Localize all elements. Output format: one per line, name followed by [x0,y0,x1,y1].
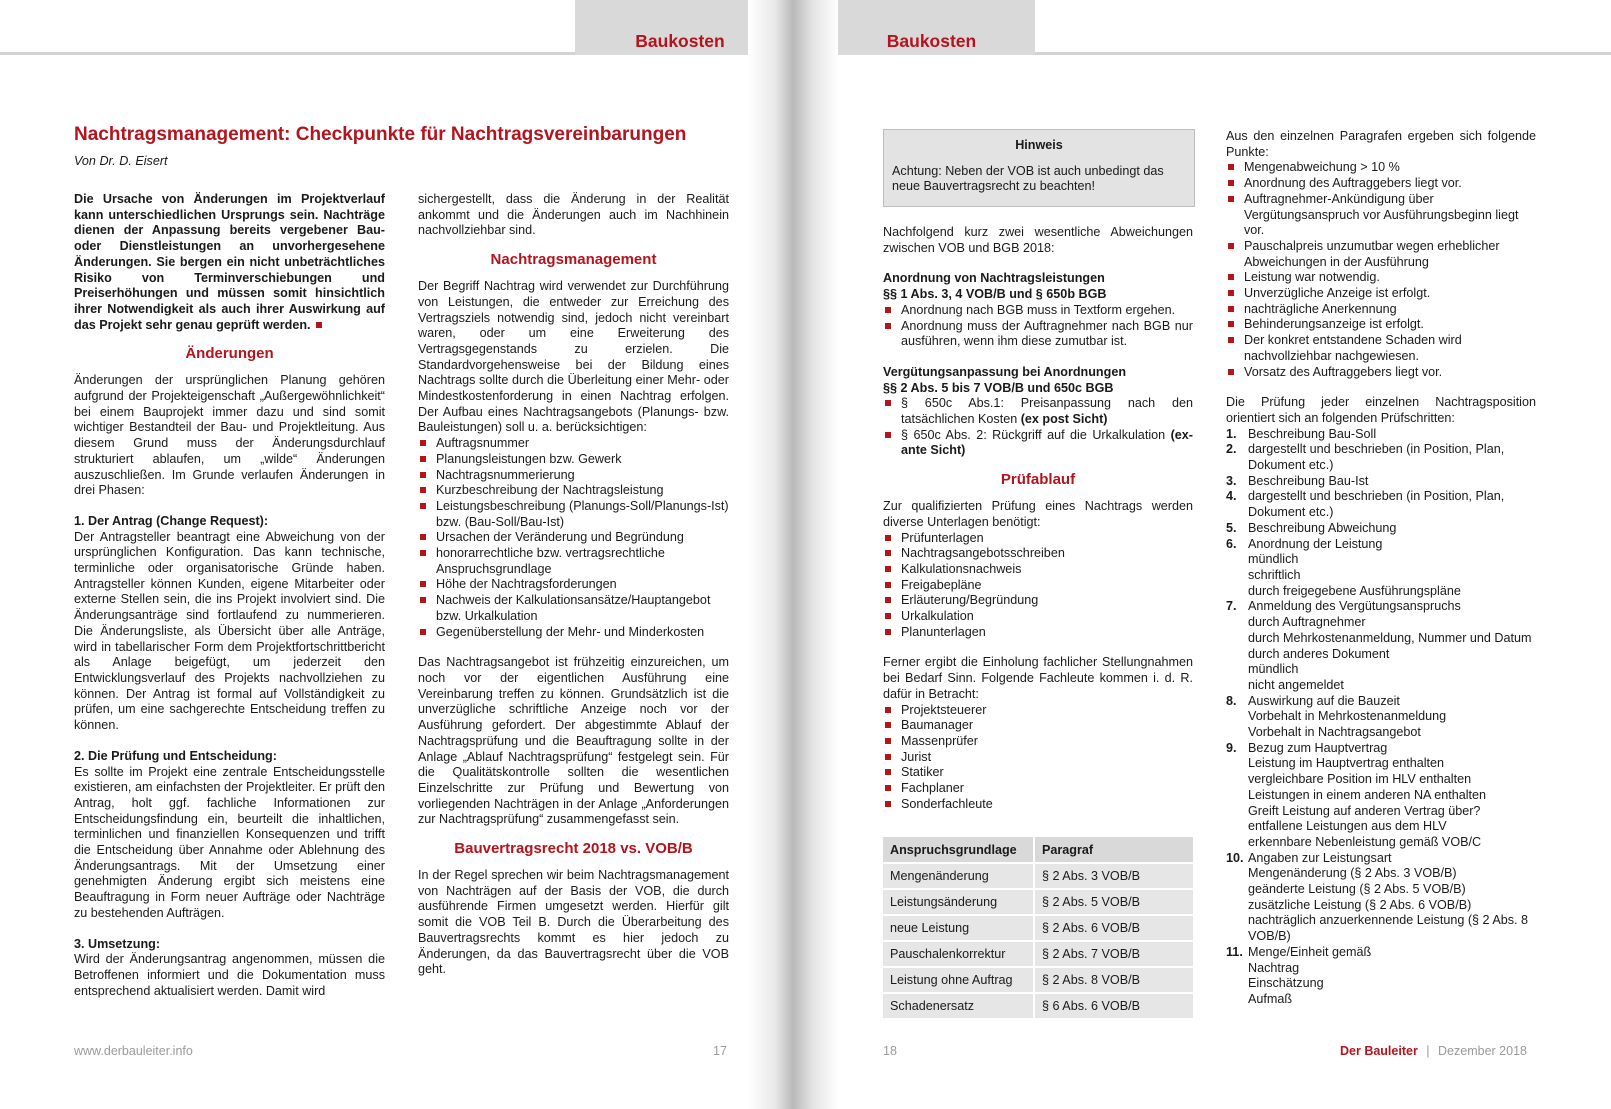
table-header: Anspruchsgrundlage [883,837,1034,863]
list-item: Jurist [883,750,1193,766]
right-column-2 [1226,129,1536,1008]
step-number: 3. [1226,473,1237,488]
step-item [1226,851,1536,945]
list-item: Massenprüfer [883,734,1193,750]
step-subitem: nachträglich anzuerkennende Leistung (§ 2 Abs. 8 VOB/B) [1248,913,1529,944]
table-cell: Mengenänderung [883,863,1034,889]
table-cell: § 2 Abs. 6 VOB/B [1034,915,1193,941]
left-column-1 [74,192,385,999]
step-item [1226,945,1536,1008]
table-cell: Leistung ohne Auftrag [883,967,1034,993]
step-item [1226,694,1536,741]
list-item: Erläuterung/Begründung [883,593,1193,609]
order-paragraphs: §§ 1 Abs. 3, 4 VOB/B und § 650b BGB [883,287,1107,302]
step-number: 2. [1226,442,1237,457]
step-subitem: Greift Leistung auf anderen Vertrag über? [1248,803,1481,818]
list-item: Pauschalpreis unzumutbar wegen erheblicher Abweichungen in der Ausführung [1226,239,1536,270]
table-row [883,993,1193,1018]
pay-item-bold: (ex post Sicht) [1020,412,1108,427]
pay-list [883,396,1193,459]
list-item: Statiker [883,765,1193,781]
pay-paragraphs: §§ 2 Abs. 5 bis 7 VOB/B und 650c BGB [883,380,1114,395]
step-subitem: durch anderes Dokument [1248,646,1390,661]
step-item [1226,741,1536,851]
check-text: Zur qualifizierten Prüfung eines Nachtrags werden diverse Unterlagen benötigt: [883,499,1193,529]
step-subitem: Vorbehalt in Nachtragsangebot [1248,725,1421,740]
step-item [1226,442,1536,473]
list-item: Projektsteuerer [883,703,1193,719]
page-number-right: 18 [883,1044,897,1058]
step-number: 11. [1226,944,1243,959]
step-subitem: Nachtrag [1248,960,1300,975]
experts-list [883,703,1193,813]
list-item: Mengenabweichung > 10 % [1226,160,1536,176]
end-mark [316,322,322,328]
step2-text: Es sollte im Projekt eine zentrale Entscheidungsstelle existieren, am einfachsten der Projektleiter. Er prüft den Antrag, holt ggf. fachliche Informationen zur Entscheidungsfindung ein, beurteilt die inhaltlichen, terminlichen und finanziellen Konsequenzen und trifft die Entscheidung über Annahme oder Ablehnung des Änderungsantrags. Mit der Umsetzung einer genehmigten Änderung ergibt sich meistens eine Beauftragung in Form neuer Aufträge oder Nachträge zu bestehenden Aufträgen. [74,764,385,920]
step-text: Menge/Einheit gemäß [1248,944,1372,959]
step-subitem: Mengenänderung (§ 2 Abs. 3 VOB/B) [1248,866,1457,881]
table-header-row [883,837,1193,863]
step-subitem: Aufmaß [1248,991,1293,1006]
step3-title: 3. Umsetzung: [74,936,161,951]
step-text: dargestellt und beschrieben (in Position, Plan, Dokument etc.) [1248,442,1505,473]
list-item: Planungsleistungen bzw. Gewerk [418,452,729,468]
step-subitem: durch freigegebene Ausführungspläne [1248,583,1461,598]
list-item: Fachplaner [883,781,1193,797]
list-item: Auftragsnummer [418,436,729,452]
step-item [1226,474,1536,490]
step-subitem: durch Auftragnehmer [1248,615,1366,630]
list-item: honorarrechtliche bzw. vertragsrechtliche Anspruchsgrundlage [418,546,729,577]
footer-url: www.derbauleiter.info [74,1044,193,1058]
hint-title: Hinweis [1015,138,1063,152]
list-item: Vorsatz des Auftraggebers liegt vor. [1226,365,1536,381]
step-number: 4. [1226,489,1237,504]
step-number: 6. [1226,536,1237,551]
step-subitem: Leistungen in einem anderen NA enthalten [1248,787,1487,802]
list-item: Kurzbeschreibung der Nachtragsleistung [418,483,729,499]
step-item [1226,521,1536,537]
points-intro: Aus den einzelnen Paragrafen ergeben sich folgende Punkte: [1226,129,1536,159]
table-cell: § 2 Abs. 5 VOB/B [1034,889,1193,915]
step-text: Anordnung der Leistung [1248,536,1383,551]
step-text: Anmeldung des Vergütungsanspruchs [1248,599,1461,614]
list-item: Kalkulationsnachweis [883,562,1193,578]
intro-text: Die Ursache von Änderungen im Projektverlauf kann unterschiedlichen Ursprungs sein. Nachträge dienen der Anpassung bereits vergebener Bau- oder Dienstleistungen an unvorhergesehene Änderungen. Sie bergen ein nicht unbeträchtliches Risiko von Terminverschiebungen und Preiserhöhungen und müssen somit hinsichtlich ihrer Notwendigkeit als auch ihrer Auswirkung auf das Projekt sehr genau geprüft werden. [74,192,385,332]
step-item [1226,599,1536,693]
list-item: Unverzügliche Anzeige ist erfolgt. [1226,286,1536,302]
step3-text: Wird der Änderungsantrag angenommen, müssen die Betroffenen informiert und die Dokumentation muss entsprechend aktualisiert werden. Damit wird [74,952,385,998]
step-text: Auswirkung auf die Bauzeit [1248,693,1400,708]
list-item: Behinderungsanzeige ist erfolgt. [1226,317,1536,333]
footer-date: Dezember 2018 [1438,1044,1527,1058]
step-subitem: entfallene Leistungen aus dem HLV [1248,819,1447,834]
list-item: nachträgliche Anerkennung [1226,302,1536,318]
step1-title: 1. Der Antrag (Change Request): [74,513,269,528]
step-subitem: Vorbehalt in Mehrkostenanmeldung [1248,709,1447,724]
steps-intro: Die Prüfung jeder einzelnen Nachtragsposition orientiert sich an folgenden Prüfschritten: [1226,395,1536,425]
table-cell: Leistungsänderung [883,889,1034,915]
list-item: Urkalkulation [883,609,1193,625]
list-item [883,428,1193,459]
list-item: Anordnung muss der Auftragnehmer nach BGB nur ausführen, wenn ihm diese zumutbar ist. [883,319,1193,350]
article-title: Nachtragsmanagement: Checkpunkte für Nachtragsvereinbarungen [74,124,687,145]
table-cell: § 2 Abs. 7 VOB/B [1034,941,1193,967]
table-cell: Pauschalenkorrektur [883,941,1034,967]
step-text: dargestellt und beschrieben (in Position, Plan, Dokument etc.) [1248,489,1505,520]
table-header: Paragraf [1034,837,1193,863]
law-text: In der Regel sprechen wir beim Nachtragsmanagement von Nachträgen auf der Basis der VOB, die durch ausführende Firmen umgesetzt werden. Hierfür gilt somit die VOB Teil B. Durch die Überarbeitung des Bauvertragsrechts kommt es hier jedoch zu Änderungen, da das Bauvertragsrecht über die VOB geht. [418,868,729,977]
table-cell: Schadenersatz [883,993,1034,1018]
header-tab-label: Baukosten [635,31,725,51]
documents-list [883,531,1193,641]
heading-changes: Änderungen [185,345,274,363]
list-item: Auftragnehmer-Ankündigung über Vergütungsanspruch vor Ausführungsbeginn liegt vor. [1226,192,1536,239]
changes-text: Änderungen der ursprünglichen Planung gehören aufgrund der Projekteigenschaft „Außergewöhnlichkeit“ bei einem Bauprojekt immer dazu und sind somit wichtiger Bestandteil der Bau- und Projektleitung. Aus diesem Grund muss der Änderungsdurchlauf strukturiert ablaufen, um „wilde“ Änderungen auszuschließen. Im Grunde verlaufen Änderungen in drei Phasen: [74,373,385,498]
list-item: Planunterlagen [883,625,1193,641]
deviations-intro: Nachfolgend kurz zwei wesentliche Abweichungen zwischen VOB und BGB 2018: [883,225,1193,255]
step-subitem: Leistung im Hauptvertrag enthalten [1248,756,1445,771]
book-gutter-shadow [748,0,838,1109]
list-item: Freigabepläne [883,578,1193,594]
heading-nachtragsmanagement: Nachtragsmanagement [490,251,657,269]
header-tab-right [828,0,1035,55]
step-subitem: durch Mehrkostenanmeldung, Nummer und Datum [1248,630,1532,645]
step-number: 8. [1226,693,1237,708]
list-item [883,396,1193,427]
list-item: Gegenüberstellung der Mehr- und Minderkosten [418,625,729,641]
step-text: Beschreibung Bau-Soll [1248,426,1377,441]
step-subitem: schriftlich [1248,567,1301,582]
list-item: Sonderfachleute [883,797,1193,813]
order-title: Anordnung von Nachtragsleistungen [883,271,1105,286]
list-item: Höhe der Nachtragsforderungen [418,577,729,593]
step-number: 9. [1226,740,1237,755]
pay-item-text: § 650c Abs.1: Preisanpassung nach den tatsächlichen Kosten [901,396,1193,427]
step-subitem: nicht angemeldet [1248,677,1344,692]
step-subitem: mündlich [1248,662,1299,677]
step-subitem: Einschätzung [1248,976,1324,991]
list-item: Baumanager [883,718,1193,734]
step-item [1226,427,1536,443]
order-list [883,303,1193,350]
offer-components-list [418,436,729,640]
continuation-text: sichergestellt, dass die Änderung in der Realität ankommt und die Änderungen auch im Nachhinein nachvollziehbar sind. [418,192,729,238]
experts-text: Ferner ergibt die Einholung fachlicher Stellungnahmen bei Bedarf Sinn. Folgende Fachleute kommen i. d. R. dafür in Betracht: [883,655,1193,701]
step-text: Beschreibung Abweichung [1248,520,1397,535]
pay-item-bold: (ex-ante Sicht) [901,427,1193,458]
header-tab-label: Baukosten [886,31,977,51]
table-row [883,889,1193,915]
list-item: Ursachen der Veränderung und Begründung [418,530,729,546]
claims-table [883,837,1193,1018]
footer-separator: | [1426,1044,1430,1058]
list-item: Nachweis der Kalkulationsansätze/Hauptangebot bzw. Urkalkulation [418,593,729,624]
step-number: 10. [1226,850,1244,865]
list-item: Nachtragsangebotsschreiben [883,546,1193,562]
table-row [883,915,1193,941]
step-item [1226,489,1536,520]
step-text: Beschreibung Bau-Ist [1248,473,1369,488]
step-text: Angaben zur Leistungsart [1248,850,1392,865]
heading-pruefablauf: Prüfablauf [1000,471,1076,489]
list-item: Nachtragsnummerierung [418,468,729,484]
step-subitem: vergleichbare Position im HLV enthalten [1248,772,1472,787]
pay-title: Vergütungsanpassung bei Anordnungen [883,364,1127,379]
hint-text: Achtung: Neben der VOB ist auch unbedingt das neue Bauvertragsrecht zu beachten! [892,163,1164,194]
list-item: Prüfunterlagen [883,531,1193,547]
check-steps-list [1226,427,1536,1008]
right-column-1 [883,225,1193,813]
table-row [883,967,1193,993]
step-text: Bezug zum Hauptvertrag [1248,740,1388,755]
table-cell: § 2 Abs. 8 VOB/B [1034,967,1193,993]
left-page [0,0,788,1109]
step-subitem: geänderte Leistung (§ 2 Abs. 5 VOB/B) [1248,882,1466,897]
step-number: 1. [1226,426,1237,441]
step-number: 7. [1226,599,1237,614]
offer-text: Das Nachtragsangebot ist frühzeitig einzureichen, um noch vor der eigentlichen Ausführung eine Vereinbarung treffen zu können. Grundsätzlich ist die unverzügliche schriftliche Anzeige noch vor der Ausführung gefordert. Der abgestimmte Ablauf der Nachtragsprüfung und die Beauftragung sollte in der Anlage „Ablauf Nachtragsprüfung“ festgelegt sein. Für die Qualitätskontrolle sollten die wesentlichen Einzelschritte zur Prüfung und Bewertung von vorliegenden Nachträgen in der Anlage „Anforderungen zur Nachtragsprüfung“ zusammengefasst sein. [418,655,729,827]
list-item: Leistungsbeschreibung (Planungs-Soll/Planungs-Ist) bzw. (Bau-Soll/Bau-Ist) [418,499,729,530]
table-cell: neue Leistung [883,915,1034,941]
list-item: Anordnung nach BGB muss in Textform ergehen. [883,303,1193,319]
step-subitem: erkennbare Nebenleistung gemäß VOB/C [1248,834,1482,849]
list-item: Anordnung des Auftraggebers liegt vor. [1226,176,1536,192]
step-item [1226,537,1536,600]
table-cell: § 6 Abs. 6 VOB/B [1034,993,1193,1018]
step-subitem: zusätzliche Leistung (§ 2 Abs. 6 VOB/B) [1248,897,1472,912]
list-item: Leistung war notwendig. [1226,270,1536,286]
article-author: Von Dr. D. Eisert [74,154,168,168]
step2-title: 2. Die Prüfung und Entscheidung: [74,748,277,763]
pay-item-text: § 650c Abs. 2: Rückgriff auf die Urkalkulation [901,427,1171,442]
table-row [883,863,1193,889]
left-column-2 [418,192,729,978]
step-subitem: mündlich [1248,552,1299,567]
step1-text: Der Antragsteller beantragt eine Abweichung von der ursprünglichen Konfiguration. Das kann technische, terminliche oder organisatorische Gründe haben. Antragsteller können Kunden, eigene Mitarbeiter oder externe Stellen sein, die ins Projekt involviert sind. Die Änderungsanträge sind fortlaufend zu nummerieren. Die Änderungsliste, als Übersicht über alle Anträge, wird in tabellarischer Form dem Projektfortschrittbericht als Anlage beigefügt, um jederzeit den Entwicklungsverlauf des Projekts nachvollziehen zu können. Der Antrag ist formal auf Vollständigkeit zu prüfen, um eine sachgerechte Entscheidung treffen zu können. [74,529,385,733]
footer-issue [1340,1044,1527,1058]
table-row [883,941,1193,967]
hint-box [883,129,1195,207]
table-cell: § 2 Abs. 3 VOB/B [1034,863,1193,889]
mgmt-text: Der Begriff Nachtrag wird verwendet zur Durchführung von Leistungen, die entweder zur Erreichung des Vertragsziels notwendig sind, jedoch nicht vereinbart waren, oder um eine Erweiterung des Vertragsgegenstands zu erzielen. Die Standardvorgehensweise bei der Bildung eines Nachtrags sollte durch die Überleitung einer Mehr- oder Mindestkostenforderung in einen Nachtrag erfolgen. Der Aufbau eines Nachtragsangebots (Planungs- bzw. Bauleistungen) soll u. a. berücksichtigen: [418,279,729,435]
heading-bauvertragsrecht: Bauvertragsrecht 2018 vs. VOB/B [454,840,693,858]
list-item: Der konkret entstandene Schaden wird nachvollziehbar nachgewiesen. [1226,333,1536,364]
page-number-left: 17 [713,1044,727,1058]
footer-brand: Der Bauleiter [1340,1044,1418,1058]
points-list [1226,160,1536,380]
step-number: 5. [1226,520,1237,535]
